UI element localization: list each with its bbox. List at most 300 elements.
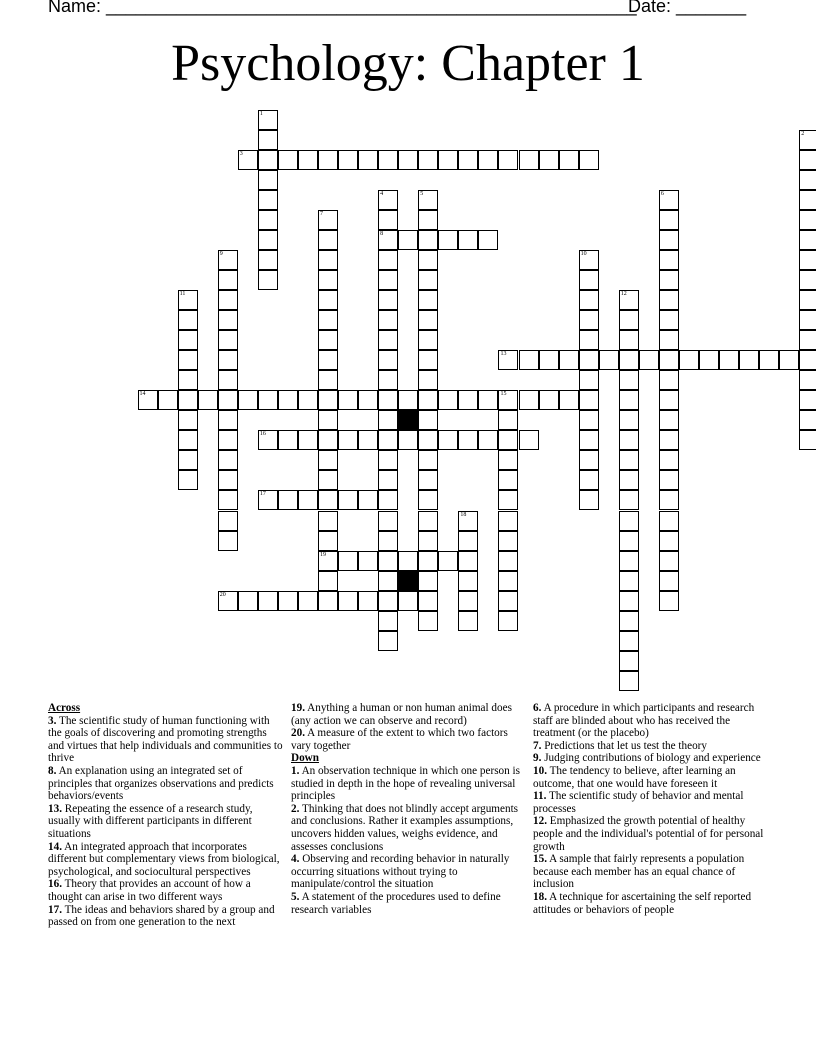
- crossword-cell[interactable]: [218, 591, 238, 611]
- crossword-cell[interactable]: [378, 430, 398, 450]
- crossword-cell[interactable]: [579, 270, 599, 290]
- crossword-cell[interactable]: [799, 410, 816, 430]
- crossword-cell[interactable]: [599, 350, 619, 370]
- across-heading: Across: [48, 702, 81, 714]
- crossword-cell[interactable]: [378, 230, 398, 250]
- crossword-cell[interactable]: [478, 150, 498, 170]
- crossword-cell[interactable]: [799, 390, 816, 410]
- crossword-cell[interactable]: [659, 511, 679, 531]
- crossword-cell[interactable]: [418, 350, 438, 370]
- crossword-cell[interactable]: [799, 430, 816, 450]
- clue-item-text: Thinking that does not blindly accept arguments and conclusions. Rather it examples assumptions, uncovers hidden values, weighs evidence, and assesses conclusions: [291, 802, 519, 853]
- crossword-cell[interactable]: [378, 591, 398, 611]
- crossword-cell[interactable]: [378, 631, 398, 651]
- crossword-cell[interactable]: [338, 150, 358, 170]
- crossword-cell[interactable]: [418, 210, 438, 230]
- crossword-cell[interactable]: [218, 250, 238, 270]
- crossword-cell[interactable]: [338, 591, 358, 611]
- crossword-cell[interactable]: [799, 130, 816, 150]
- crossword-cell[interactable]: [178, 350, 198, 370]
- crossword-cell[interactable]: [418, 250, 438, 270]
- crossword-cell[interactable]: [458, 611, 478, 631]
- crossword-cell[interactable]: [378, 551, 398, 571]
- crossword-cell[interactable]: [579, 370, 599, 390]
- crossword-cell[interactable]: [358, 430, 378, 450]
- crossword-cell[interactable]: [238, 591, 258, 611]
- crossword-cell[interactable]: [378, 470, 398, 490]
- crossword-cell[interactable]: [619, 551, 639, 571]
- crossword-cell[interactable]: [298, 490, 318, 510]
- crossword-cell[interactable]: [438, 430, 458, 450]
- crossword-cell[interactable]: [458, 571, 478, 591]
- crossword-cell[interactable]: [418, 511, 438, 531]
- crossword-cell[interactable]: [799, 330, 816, 350]
- crossword-cell[interactable]: [358, 150, 378, 170]
- crossword-cell[interactable]: [418, 551, 438, 571]
- crossword-cell[interactable]: [218, 270, 238, 290]
- crossword-cell[interactable]: [258, 591, 278, 611]
- crossword-cell[interactable]: [659, 290, 679, 310]
- crossword-cell[interactable]: [258, 390, 278, 410]
- crossword-cell[interactable]: [318, 531, 338, 551]
- crossword-cell[interactable]: [178, 410, 198, 430]
- crossword-cell[interactable]: [659, 450, 679, 470]
- clue-item-text: The tendency to believe, after learning an outcome, that one would have foreseen it: [533, 764, 736, 790]
- clue-item-text: A statement of the procedures used to define research variables: [291, 890, 501, 916]
- crossword-cell[interactable]: [318, 310, 338, 330]
- crossword-cell[interactable]: [418, 531, 438, 551]
- clue-item: [48, 765, 284, 803]
- crossword-cell[interactable]: [519, 390, 539, 410]
- crossword-cell[interactable]: [619, 611, 639, 631]
- crossword-cell[interactable]: [178, 430, 198, 450]
- crossword-cell[interactable]: [498, 490, 518, 510]
- crossword-cell[interactable]: [519, 430, 539, 450]
- crossword-cell[interactable]: [438, 551, 458, 571]
- crossword-cell[interactable]: [358, 591, 378, 611]
- crossword-cell[interactable]: [498, 410, 518, 430]
- crossword-cell[interactable]: [659, 470, 679, 490]
- crossword-cell[interactable]: [178, 330, 198, 350]
- crossword-cell[interactable]: [318, 270, 338, 290]
- crossword-cell[interactable]: [318, 511, 338, 531]
- crossword-cell[interactable]: [258, 490, 278, 510]
- crossword-cell[interactable]: [659, 390, 679, 410]
- crossword-cell[interactable]: [579, 470, 599, 490]
- crossword-cell[interactable]: [659, 370, 679, 390]
- crossword-cell[interactable]: [218, 290, 238, 310]
- crossword-cell[interactable]: [218, 390, 238, 410]
- crossword-cell[interactable]: [458, 430, 478, 450]
- crossword-cell[interactable]: [619, 531, 639, 551]
- crossword-cell[interactable]: [218, 370, 238, 390]
- crossword-cell[interactable]: [318, 571, 338, 591]
- crossword-cell[interactable]: [498, 470, 518, 490]
- crossword-cell[interactable]: [158, 390, 178, 410]
- crossword-cell[interactable]: [498, 591, 518, 611]
- clue-item-text: Repeating the essence of a research study, usually with different participants in different situations: [48, 802, 253, 840]
- crossword-cell[interactable]: [659, 250, 679, 270]
- crossword-cell[interactable]: [799, 310, 816, 330]
- crossword-cell[interactable]: [318, 450, 338, 470]
- crossword-cell[interactable]: [378, 571, 398, 591]
- crossword-cell[interactable]: [378, 390, 398, 410]
- crossword-cell[interactable]: [278, 490, 298, 510]
- crossword-cell[interactable]: [579, 150, 599, 170]
- crossword-cell[interactable]: [719, 350, 739, 370]
- crossword-cell[interactable]: [418, 571, 438, 591]
- crossword-cell[interactable]: [438, 390, 458, 410]
- crossword-cell[interactable]: [218, 531, 238, 551]
- crossword-cell[interactable]: [378, 150, 398, 170]
- crossword-cell[interactable]: [619, 511, 639, 531]
- clue-item: [291, 803, 527, 853]
- crossword-cell[interactable]: [418, 490, 438, 510]
- crossword-cell[interactable]: [218, 490, 238, 510]
- crossword-cell[interactable]: [579, 390, 599, 410]
- crossword-cell[interactable]: [378, 410, 398, 430]
- crossword-cell[interactable]: [458, 511, 478, 531]
- crossword-cell[interactable]: [418, 290, 438, 310]
- crossword-cell[interactable]: [178, 390, 198, 410]
- crossword-cell[interactable]: [358, 390, 378, 410]
- crossword-cell[interactable]: [799, 290, 816, 310]
- crossword-cell[interactable]: [659, 531, 679, 551]
- crossword-cell[interactable]: [258, 250, 278, 270]
- crossword-cell[interactable]: [398, 551, 418, 571]
- clue-item-number: 15.: [533, 853, 547, 866]
- crossword-cell[interactable]: [378, 190, 398, 210]
- crossword-cell[interactable]: [218, 310, 238, 330]
- clue-number: 5: [420, 190, 424, 197]
- clue-number: 4: [380, 190, 384, 197]
- crossword-cell[interactable]: [619, 350, 639, 370]
- crossword-cell[interactable]: [418, 611, 438, 631]
- clue-number: 20: [219, 591, 226, 598]
- crossword-cell[interactable]: [619, 470, 639, 490]
- crossword-cell[interactable]: [498, 450, 518, 470]
- crossword-cell[interactable]: [799, 190, 816, 210]
- crossword-cell[interactable]: [579, 350, 599, 370]
- crossword-cell[interactable]: [378, 450, 398, 470]
- crossword-cell[interactable]: [478, 390, 498, 410]
- clue-number: 12: [620, 290, 627, 297]
- crossword-cell[interactable]: [218, 430, 238, 450]
- crossword-cell[interactable]: [318, 250, 338, 270]
- crossword-cell[interactable]: [318, 591, 338, 611]
- crossword-cell[interactable]: [318, 230, 338, 250]
- clue-item: [48, 715, 284, 765]
- clue-item-text: Anything a human or non human animal does (any action we can observe and record): [291, 702, 512, 727]
- crossword-cell[interactable]: [178, 450, 198, 470]
- crossword-cell[interactable]: [458, 531, 478, 551]
- crossword-cell[interactable]: [739, 350, 759, 370]
- clue-number: 2: [801, 130, 805, 137]
- crossword-cell[interactable]: [418, 150, 438, 170]
- crossword-cell[interactable]: [258, 190, 278, 210]
- crossword-cell[interactable]: [799, 210, 816, 230]
- crossword-cell[interactable]: [278, 150, 298, 170]
- crossword-cell[interactable]: [579, 450, 599, 470]
- crossword-cell[interactable]: [378, 611, 398, 631]
- crossword-cell[interactable]: [418, 370, 438, 390]
- clue-item-number: 1.: [291, 764, 300, 777]
- crossword-cell[interactable]: [318, 370, 338, 390]
- crossword-cell[interactable]: [218, 511, 238, 531]
- crossword-cell[interactable]: [659, 230, 679, 250]
- crossword-cell[interactable]: [799, 230, 816, 250]
- clue-item-text: An explanation using an integrated set of principles that organizes observations and predicts behaviors/events: [48, 764, 274, 803]
- crossword-cell[interactable]: [699, 350, 719, 370]
- crossword-cell[interactable]: [659, 551, 679, 571]
- crossword-cell[interactable]: [378, 290, 398, 310]
- crossword-cell[interactable]: [178, 370, 198, 390]
- crossword-cell[interactable]: [579, 250, 599, 270]
- crossword-cell[interactable]: [398, 230, 418, 250]
- blocked-cell: [398, 410, 418, 430]
- crossword-cell[interactable]: [198, 390, 218, 410]
- crossword-cell[interactable]: [398, 150, 418, 170]
- clue-item-text: A procedure in which participants and research staff are blinded about who has received the treatment (or the placebo): [533, 702, 755, 740]
- crossword-cell[interactable]: [318, 470, 338, 490]
- crossword-cell[interactable]: [418, 310, 438, 330]
- crossword-cell[interactable]: [218, 410, 238, 430]
- crossword-cell[interactable]: [498, 350, 518, 370]
- crossword-cell[interactable]: [258, 230, 278, 250]
- crossword-cell[interactable]: [378, 490, 398, 510]
- crossword-cell[interactable]: [498, 551, 518, 571]
- crossword-cell[interactable]: [619, 651, 639, 671]
- crossword-cell[interactable]: [759, 350, 779, 370]
- crossword-cell[interactable]: [659, 571, 679, 591]
- crossword-cell[interactable]: [298, 390, 318, 410]
- crossword-cell[interactable]: [418, 190, 438, 210]
- crossword-cell[interactable]: [659, 270, 679, 290]
- crossword-cell[interactable]: [579, 490, 599, 510]
- crossword-cell[interactable]: [498, 511, 518, 531]
- crossword-cell[interactable]: [398, 390, 418, 410]
- clue-number: 17: [259, 491, 266, 498]
- crossword-cell[interactable]: [619, 310, 639, 330]
- crossword-cell[interactable]: [659, 490, 679, 510]
- crossword-cell[interactable]: [298, 591, 318, 611]
- crossword-cell[interactable]: [178, 470, 198, 490]
- crossword-cell[interactable]: [318, 410, 338, 430]
- crossword-cell[interactable]: [659, 410, 679, 430]
- crossword-cell[interactable]: [398, 430, 418, 450]
- crossword-cell[interactable]: [418, 330, 438, 350]
- crossword-cell[interactable]: [498, 390, 518, 410]
- crossword-cell[interactable]: [418, 390, 438, 410]
- crossword-cell[interactable]: [458, 551, 478, 571]
- crossword-cell[interactable]: [378, 511, 398, 531]
- crossword-cell[interactable]: [278, 390, 298, 410]
- clue-number: 6: [660, 190, 664, 197]
- crossword-cell[interactable]: [639, 350, 659, 370]
- crossword-cell[interactable]: [378, 250, 398, 270]
- crossword-cell[interactable]: [659, 190, 679, 210]
- crossword-cell[interactable]: [458, 390, 478, 410]
- clue-item: [48, 841, 284, 879]
- crossword-cell[interactable]: [318, 490, 338, 510]
- crossword-cell[interactable]: [619, 390, 639, 410]
- crossword-cell[interactable]: [178, 290, 198, 310]
- crossword-cell[interactable]: [418, 270, 438, 290]
- crossword-cell[interactable]: [559, 150, 579, 170]
- crossword-cell[interactable]: [418, 450, 438, 470]
- crossword-cell[interactable]: [218, 330, 238, 350]
- crossword-cell[interactable]: [539, 150, 559, 170]
- crossword-cell[interactable]: [378, 330, 398, 350]
- crossword-cell[interactable]: [779, 350, 799, 370]
- crossword-cell[interactable]: [659, 210, 679, 230]
- crossword-cell[interactable]: [418, 591, 438, 611]
- crossword-cell[interactable]: [318, 350, 338, 370]
- crossword-cell[interactable]: [619, 430, 639, 450]
- crossword-cell[interactable]: [579, 430, 599, 450]
- crossword-cell[interactable]: [378, 350, 398, 370]
- crossword-cell[interactable]: [358, 490, 378, 510]
- crossword-cell[interactable]: [398, 591, 418, 611]
- crossword-cell[interactable]: [559, 350, 579, 370]
- crossword-cell[interactable]: [539, 350, 559, 370]
- crossword-cell[interactable]: [619, 370, 639, 390]
- crossword-cell[interactable]: [258, 170, 278, 190]
- crossword-cell[interactable]: [318, 390, 338, 410]
- crossword-cell[interactable]: [559, 390, 579, 410]
- crossword-cell[interactable]: [338, 490, 358, 510]
- crossword-cell[interactable]: [619, 631, 639, 651]
- crossword-cell[interactable]: [358, 551, 378, 571]
- crossword-cell[interactable]: [258, 110, 278, 130]
- crossword-cell[interactable]: [799, 250, 816, 270]
- crossword-cell[interactable]: [519, 150, 539, 170]
- crossword-cell[interactable]: [458, 591, 478, 611]
- crossword-cell[interactable]: [238, 150, 258, 170]
- crossword-cell[interactable]: [619, 571, 639, 591]
- crossword-cell[interactable]: [278, 430, 298, 450]
- clue-item: [291, 853, 527, 891]
- crossword-cell[interactable]: [318, 551, 338, 571]
- crossword-cell[interactable]: [619, 490, 639, 510]
- clue-item-number: 20.: [291, 727, 305, 740]
- crossword-cell[interactable]: [619, 330, 639, 350]
- crossword-cell[interactable]: [579, 310, 599, 330]
- crossword-cell[interactable]: [258, 210, 278, 230]
- crossword-cell[interactable]: [579, 290, 599, 310]
- crossword-cell[interactable]: [258, 150, 278, 170]
- crossword-cell[interactable]: [498, 430, 518, 450]
- name-field-label: Name: _____________________________________________________: [48, 0, 637, 16]
- clue-number: 8: [380, 230, 384, 237]
- crossword-cell[interactable]: [498, 611, 518, 631]
- clue-item-text: A sample that fairly represents a population because each member has an equal chance of inclusion: [533, 853, 745, 891]
- crossword-cell[interactable]: [298, 150, 318, 170]
- crossword-cell[interactable]: [418, 430, 438, 450]
- clue-number: 15: [500, 391, 507, 398]
- crossword-cell[interactable]: [218, 350, 238, 370]
- crossword-cell[interactable]: [218, 470, 238, 490]
- crossword-cell[interactable]: [498, 531, 518, 551]
- crossword-cell[interactable]: [539, 390, 559, 410]
- crossword-cell[interactable]: [619, 671, 639, 691]
- crossword-cell[interactable]: [378, 310, 398, 330]
- crossword-cell[interactable]: [498, 571, 518, 591]
- crossword-cell[interactable]: [258, 270, 278, 290]
- crossword-cell[interactable]: [519, 350, 539, 370]
- crossword-cell[interactable]: [378, 531, 398, 551]
- crossword-cell[interactable]: [338, 551, 358, 571]
- crossword-cell[interactable]: [178, 310, 198, 330]
- clue-number: 9: [219, 250, 223, 257]
- crossword-cell[interactable]: [378, 270, 398, 290]
- clue-number: 3: [239, 150, 243, 157]
- crossword-cell[interactable]: [659, 430, 679, 450]
- crossword-cell[interactable]: [619, 450, 639, 470]
- crossword-cell[interactable]: [318, 430, 338, 450]
- crossword-cell[interactable]: [579, 330, 599, 350]
- crossword-cell[interactable]: [138, 390, 158, 410]
- crossword-cell[interactable]: [438, 150, 458, 170]
- crossword-cell[interactable]: [378, 210, 398, 230]
- clues-column-1: [48, 702, 284, 929]
- crossword-cell[interactable]: [338, 430, 358, 450]
- crossword-cell[interactable]: [278, 591, 298, 611]
- crossword-cell[interactable]: [378, 370, 398, 390]
- crossword-cell[interactable]: [418, 230, 438, 250]
- crossword-cell[interactable]: [659, 310, 679, 330]
- crossword-cell[interactable]: [799, 170, 816, 190]
- crossword-cell[interactable]: [338, 390, 358, 410]
- crossword-cell[interactable]: [258, 430, 278, 450]
- crossword-cell[interactable]: [659, 350, 679, 370]
- crossword-cell[interactable]: [298, 430, 318, 450]
- clue-item-text: Judging contributions of biology and experience: [541, 752, 761, 765]
- crossword-cell[interactable]: [458, 150, 478, 170]
- clues-column-3: [533, 702, 769, 916]
- clue-item-number: 16.: [48, 878, 62, 891]
- crossword-cell[interactable]: [579, 410, 599, 430]
- crossword-cell[interactable]: [418, 470, 438, 490]
- crossword-cell[interactable]: [318, 210, 338, 230]
- crossword-cell[interactable]: [659, 330, 679, 350]
- crossword-cell[interactable]: [799, 150, 816, 170]
- crossword-cell[interactable]: [478, 230, 498, 250]
- crossword-cell[interactable]: [438, 230, 458, 250]
- crossword-cell[interactable]: [679, 350, 699, 370]
- crossword-cell[interactable]: [619, 410, 639, 430]
- crossword-cell[interactable]: [659, 591, 679, 611]
- crossword-cell[interactable]: [799, 270, 816, 290]
- crossword-cell[interactable]: [318, 150, 338, 170]
- crossword-cell[interactable]: [799, 370, 816, 390]
- clue-number: 18: [460, 511, 467, 518]
- crossword-cell[interactable]: [458, 230, 478, 250]
- crossword-cell[interactable]: [799, 350, 816, 370]
- crossword-cell[interactable]: [318, 330, 338, 350]
- crossword-cell[interactable]: [218, 450, 238, 470]
- crossword-cell[interactable]: [238, 390, 258, 410]
- crossword-cell[interactable]: [258, 130, 278, 150]
- crossword-cell[interactable]: [478, 430, 498, 450]
- crossword-cell[interactable]: [619, 290, 639, 310]
- crossword-cell[interactable]: [498, 150, 518, 170]
- clue-item: [291, 702, 527, 727]
- crossword-cell[interactable]: [318, 290, 338, 310]
- clue-item-text: Observing and recording behavior in naturally occurring situations without trying to manipulate/control the situation: [291, 853, 510, 891]
- crossword-cell[interactable]: [619, 591, 639, 611]
- crossword-cell[interactable]: [418, 410, 438, 430]
